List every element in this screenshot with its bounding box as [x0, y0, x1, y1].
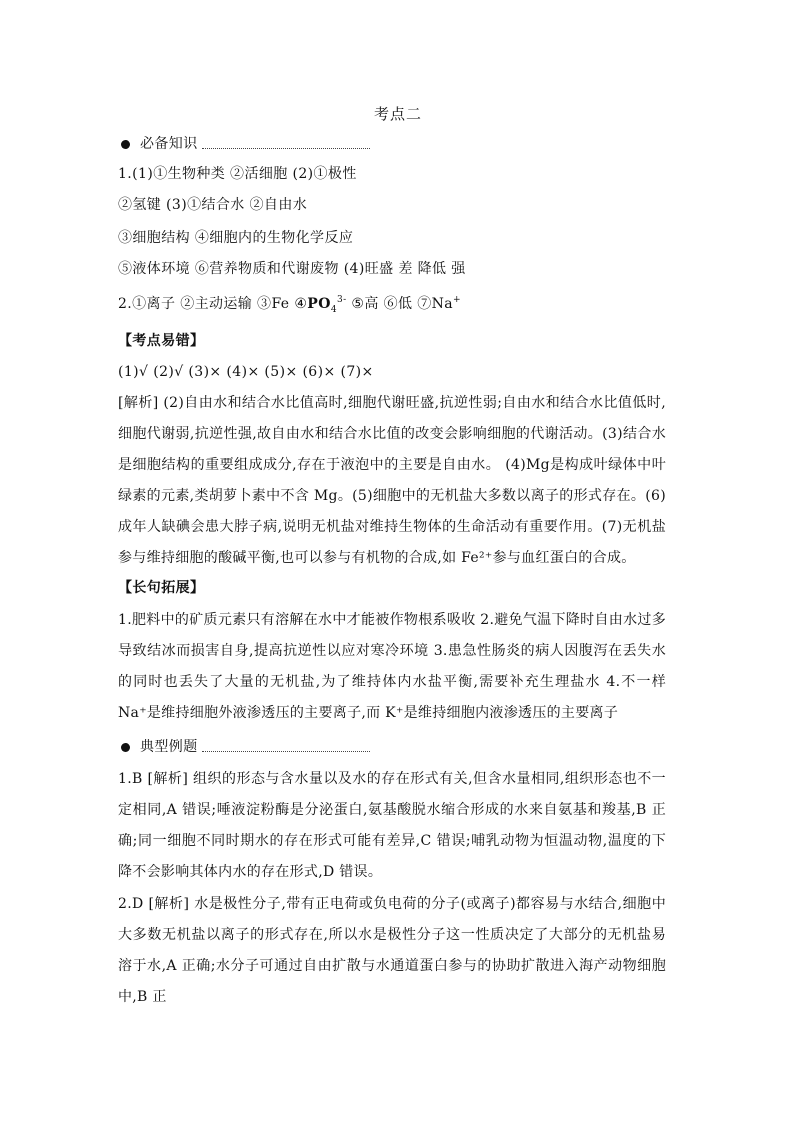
phosphate-subscript: 4: [330, 305, 337, 315]
page-title: 考点二: [373, 105, 422, 123]
long-sentence-text: 1.肥料中的矿质元素只有溶解在水中才能被作物根系吸收 2.避免气温下降时自由水过多导致结冰而损害自身,提高抗逆性以应对寒冷环境 3.患急性肠炎的病人因腹泻在丢失水的同时也丢失了大量的无机盐,为了维持体内水盐平衡,需要补充生理盐水 4.不一样 Na⁺是维持细胞外液渗透压的主要离子,而 K⁺是维持细胞内液渗透压的主要离子: [118, 612, 666, 721]
sodium-charge: +: [453, 295, 461, 305]
answer-line-4: ⑤液体环境 ⑥营养物质和代谢废物 (4)旺盛 差 降低 强: [118, 261, 466, 277]
answer-line-2: ②氢键 (3)①结合水 ②自由水: [118, 197, 308, 213]
example-2: 2.D [解析] 水是极性分子,带有正电荷或负电荷的分子(或离子)都容易与水结合,细胞中大多数无机盐以离子的形式存在,所以水是极性分子这一性质决定了大部分的无机盐易溶于水,A 正确;水分子可通过自由扩散与水通道蛋白参与的协助扩散进入海产动物细胞中,B 正: [118, 896, 666, 1005]
bullet-icon: [121, 743, 130, 752]
answer-line-1: 1.(1)①生物种类 ②活细胞 (2)①极性: [118, 166, 357, 182]
dotted-leader: [202, 750, 370, 752]
common-errors-answers: (1)√ (2)√ (3)× (4)× (5)× (6)× (7)×: [118, 364, 374, 380]
section-label: 典型例题: [140, 739, 198, 755]
answer-line-5-part-a: 2.①离子 ②主动运输 ③Fe ④: [118, 296, 308, 312]
answer-line-5: [118, 294, 678, 316]
common-errors-analysis: [解析] (2)自由水和结合水比值高时,细胞代谢旺盛,抗逆性弱;自由水和结合水比值低时,细胞代谢弱,抗逆性强,故自由水和结合水比值的改变会影响细胞的代谢活动。(3)结合水是细胞结构的重要组成成分,存在于液泡中的主要是自由水。 (4)Mg是构成叶绿体中叶绿素的元素,类胡萝卜素中不含 Mg。(5)细胞中的无机盐大多数以离子的形式存在。(6)成年人缺碘会患大脖子病,说明无机盐对维持生物体的生命活动有重要作用。(7)无机盐参与维持细胞的酸碱平衡,也可以参与有机物的合成,如 Fe²⁺参与血红蛋白的合成。: [118, 395, 666, 566]
heading-long-sentence: 【长句拓展】: [118, 580, 205, 596]
section-label: 必备知识: [140, 136, 198, 152]
answer-line-5-part-b: ⑤高 ⑥低 ⑦Na: [346, 296, 454, 312]
section-heading-typical-examples: [118, 737, 678, 757]
phosphate-charge: 3-: [336, 295, 347, 305]
section-heading-required-knowledge: [118, 134, 678, 154]
heading-common-errors: 【考点易错】: [118, 333, 205, 349]
phosphate-symbol: PO: [307, 296, 331, 312]
answer-line-3: ③细胞结构 ④细胞内的生物化学反应: [118, 230, 354, 246]
example-1: 1.B [解析] 组织的形态与含水量以及水的存在形式有关,但含水量相同,组织形态也不一定相同,A 错误;唾液淀粉酶是分泌蛋白,氨基酸脱水缩合形成的水来自氨基和羧基,B 正确;同一细胞不同时期水的存在形式可能有差异,C 错误;哺乳动物为恒温动物,温度的下降不会影响其体内水的存在形式,D 错误。: [118, 771, 666, 880]
bullet-icon: [121, 140, 130, 149]
dotted-leader: [202, 147, 370, 149]
